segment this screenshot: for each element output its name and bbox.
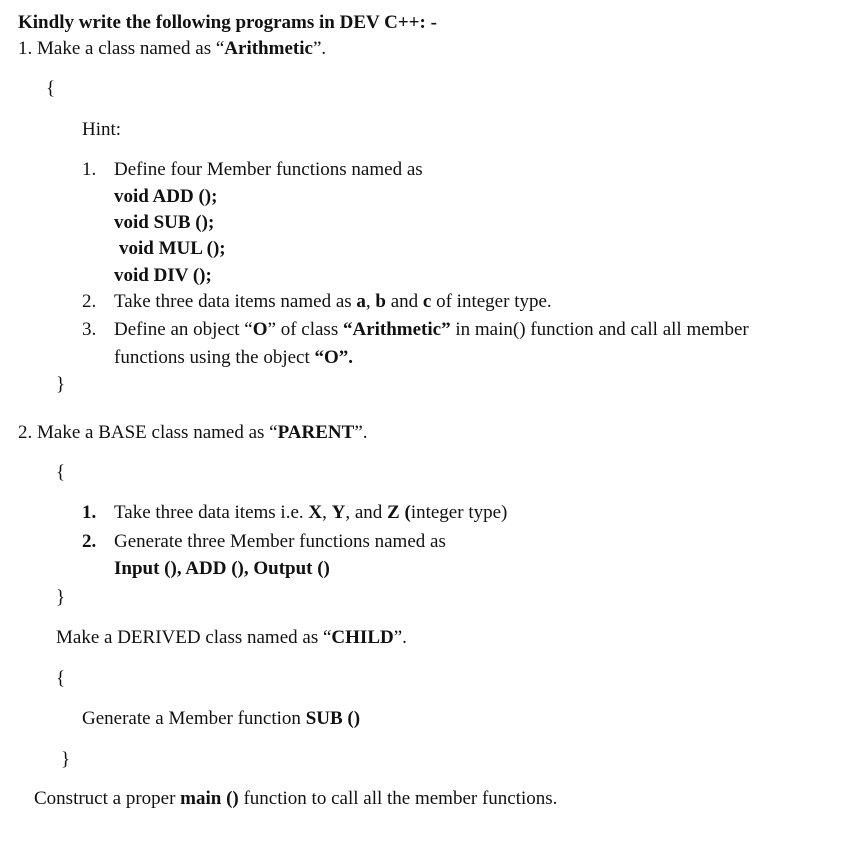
q2-open-brace: { <box>56 462 66 483</box>
hint-1-text: Define four Member functions named as <box>114 159 423 180</box>
derived-title: Make a DERIVED class named as “CHILD”. <box>56 627 407 648</box>
hint-label: Hint: <box>82 119 122 140</box>
q2-item-1-text: Take three data items i.e. X, Y, and Z (integer type) <box>114 502 508 523</box>
heading-text: Kindly write the following programs in DEV C++: - <box>18 12 437 33</box>
q2-close-brace: } <box>56 587 66 608</box>
derived-text: Generate a Member function SUB () <box>82 708 361 729</box>
q1-close-brace: } <box>56 374 66 395</box>
hint-2-text: Take three data items named as a, b and c of integer type. <box>114 291 552 312</box>
heading <box>18 12 437 35</box>
hint-3-text-line2: functions using the object “O”. <box>114 347 354 368</box>
q2-title: 2. Make a BASE class named as “PARENT”. <box>18 422 368 443</box>
hint-2-number: 2. <box>82 291 97 312</box>
q1-open-brace: { <box>46 78 56 99</box>
footer-instruction: Construct a proper main () function to call all the member functions. <box>34 788 558 809</box>
q1-title: 1. Make a class named as “Arithmetic”. <box>18 38 327 59</box>
q2-item-1-number: 1. <box>82 502 97 523</box>
function-add: void ADD (); <box>114 186 218 207</box>
q1-class-name: Arithmetic <box>224 38 313 59</box>
hint-3-number: 3. <box>82 319 97 340</box>
q2-item-2-number: 2. <box>82 531 97 552</box>
derived-class-name: CHILD <box>331 627 394 648</box>
q2-functions: Input (), ADD (), Output () <box>114 558 330 579</box>
hint-3-text: Define an object “O” of class “Arithmetic” in main() function and call all member <box>114 319 749 340</box>
derived-open-brace: { <box>56 668 66 689</box>
function-sub: void SUB (); <box>114 212 215 233</box>
q2-class-name: PARENT <box>277 422 355 443</box>
q2-item-2-text: Generate three Member functions named as <box>114 531 446 552</box>
function-div: void DIV (); <box>114 265 212 286</box>
function-mul: void MUL (); <box>119 238 226 259</box>
hint-1-number: 1. <box>82 159 97 180</box>
derived-close-brace: } <box>61 749 71 770</box>
